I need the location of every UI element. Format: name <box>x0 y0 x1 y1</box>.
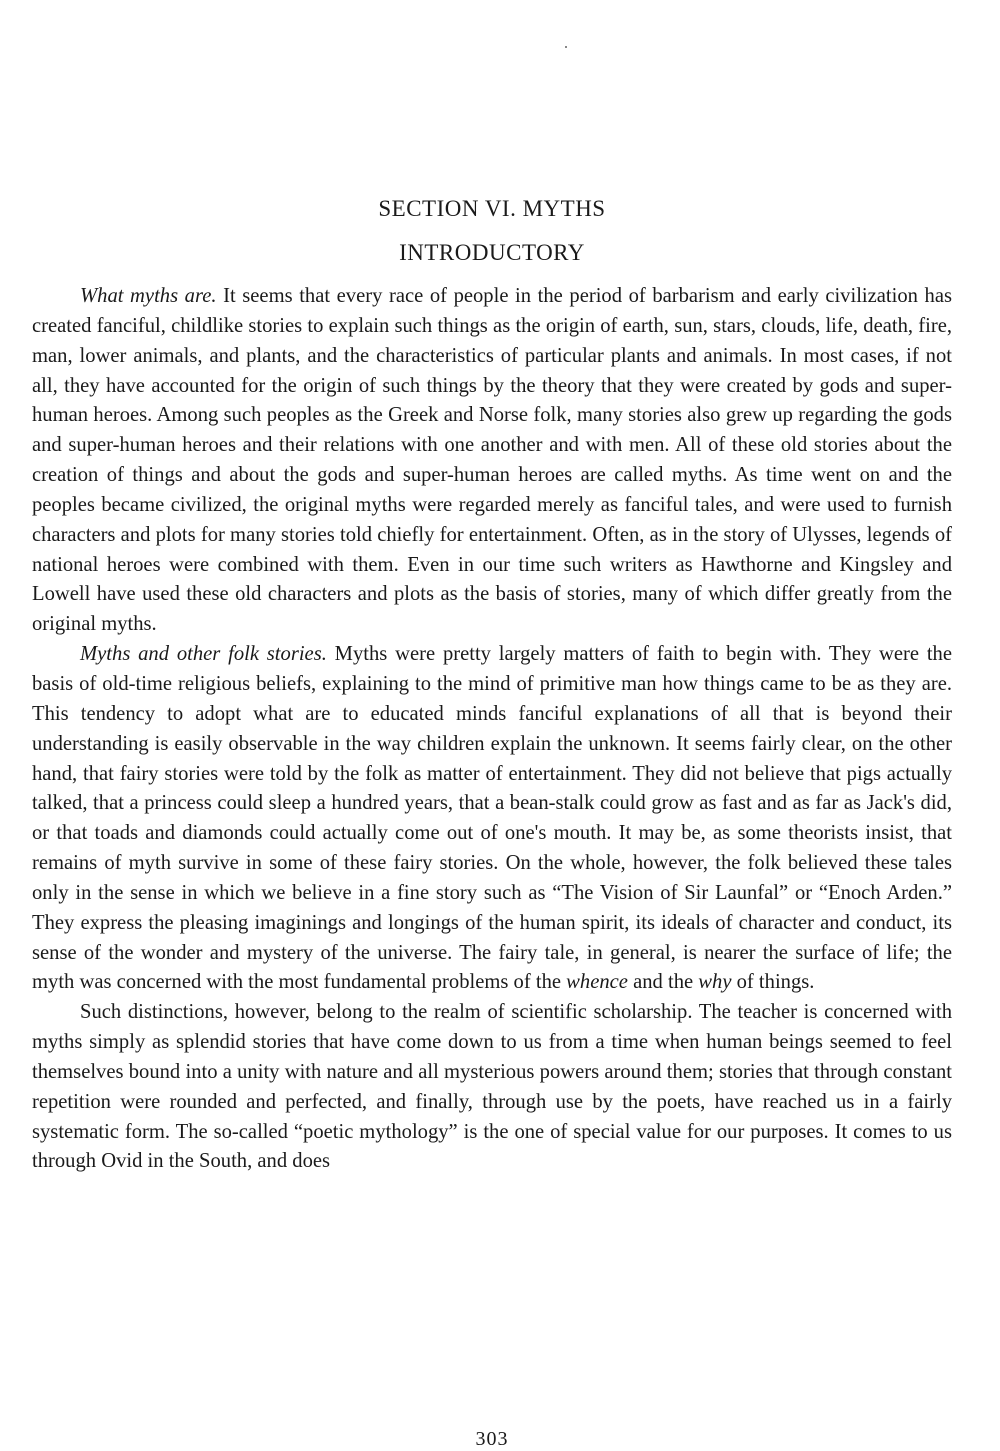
paragraph-such-distinctions <box>32 998 952 1177</box>
paragraph-lead-heading: Myths and other folk stories. <box>80 643 327 666</box>
page-number: 303 <box>475 1428 509 1450</box>
section-title: SECTION VI. MYTHS <box>378 196 606 221</box>
section-subtitle: INTRODUCTORY <box>399 240 585 265</box>
paragraph-text: It seems that every race of people in the period of barbarism and early civilization has created fanciful, childlike stories to explain such things as the origin of earth, sun, stars, clouds, life, death, fire, man, lower animals, and plants, and the characteristics of particular plants and animals. In most cases, if not all, they have accounted for the origin of such things by the theory that they were created by gods and super-human heroes. Among such peoples as the Greek and Norse folk, many stories also grew up regarding the gods and super-human heroes and their relations with one another and with men. All of these old stories about the creation of things and about the gods and super-human heroes are called myths. As time went on and the peoples became civilized, the original myths were regarded merely as fanciful tales, and were used to furnish characters and plots for many stories told chiefly for entertainment. Often, as in the story of Ulysses, legends of national heroes were combined with them. Even in our time such writers as Hawthorne and Kingsley and Lowell have used these old characters and plots as the basis of stories, many of which differ greatly from the original myths. <box>32 285 952 636</box>
paragraph-text: and the <box>627 971 699 994</box>
paragraph-myths-and-folk-stories <box>32 640 952 998</box>
body-text <box>32 282 952 1177</box>
emphasis-word: why <box>698 971 732 994</box>
paragraph-text: Such distinctions, however, belong to the realm of scientific scholarship. The teacher is concerned with myths simply as splendid stories that have come down to us from a time when human beings seemed to feel themselves bound into a unity with nature and all mysterious powers around them; stories that through constant repetition were rounded and perfected, and finally, through use by the poets, have reached us in a fairly systematic form. The so-called “poetic mythology” is the one of special value for our purposes. It comes to us through Ovid in the South, and does <box>32 1001 952 1173</box>
paragraph-lead-heading: What myths are. <box>80 285 217 307</box>
paragraph-text: of things. <box>731 971 815 994</box>
book-page <box>32 0 952 1450</box>
paragraph-what-myths-are <box>32 282 952 640</box>
emphasis-word: whence <box>566 971 628 994</box>
paragraph-text: Myths were pretty largely matters of faith to begin with. They were the basis of old-time religious beliefs, explaining to the mind of primitive man how things came to be as they are. This tendency to adopt what are to educated minds fanciful explanations of all that is beyond their understanding is easily observable in the way children explain the unknown. It seems fairly clear, on the other hand, that fairy stories were told by the folk as matter of entertainment. They did not believe that pigs actually talked, that a princess could sleep a hundred years, that a bean-stalk could grow as fast and as far as Jack's did, or that toads and diamonds could actually come out of one's mouth. It may be, as some theorists insist, that remains of myth survive in some of these fairy stories. On the whole, however, the folk believed these tales only in the sense in which we believe in a fine story such as “The Vision of Sir Launfal” or “Enoch Arden.” They express the pleasing imaginings and longings of the human spirit, its ideals of character and conduct, its sense of the wonder and mystery of the universe. The fairy tale, in general, is nearer the surface of life; the myth was concerned with the most fundamental problems of the <box>32 643 952 994</box>
